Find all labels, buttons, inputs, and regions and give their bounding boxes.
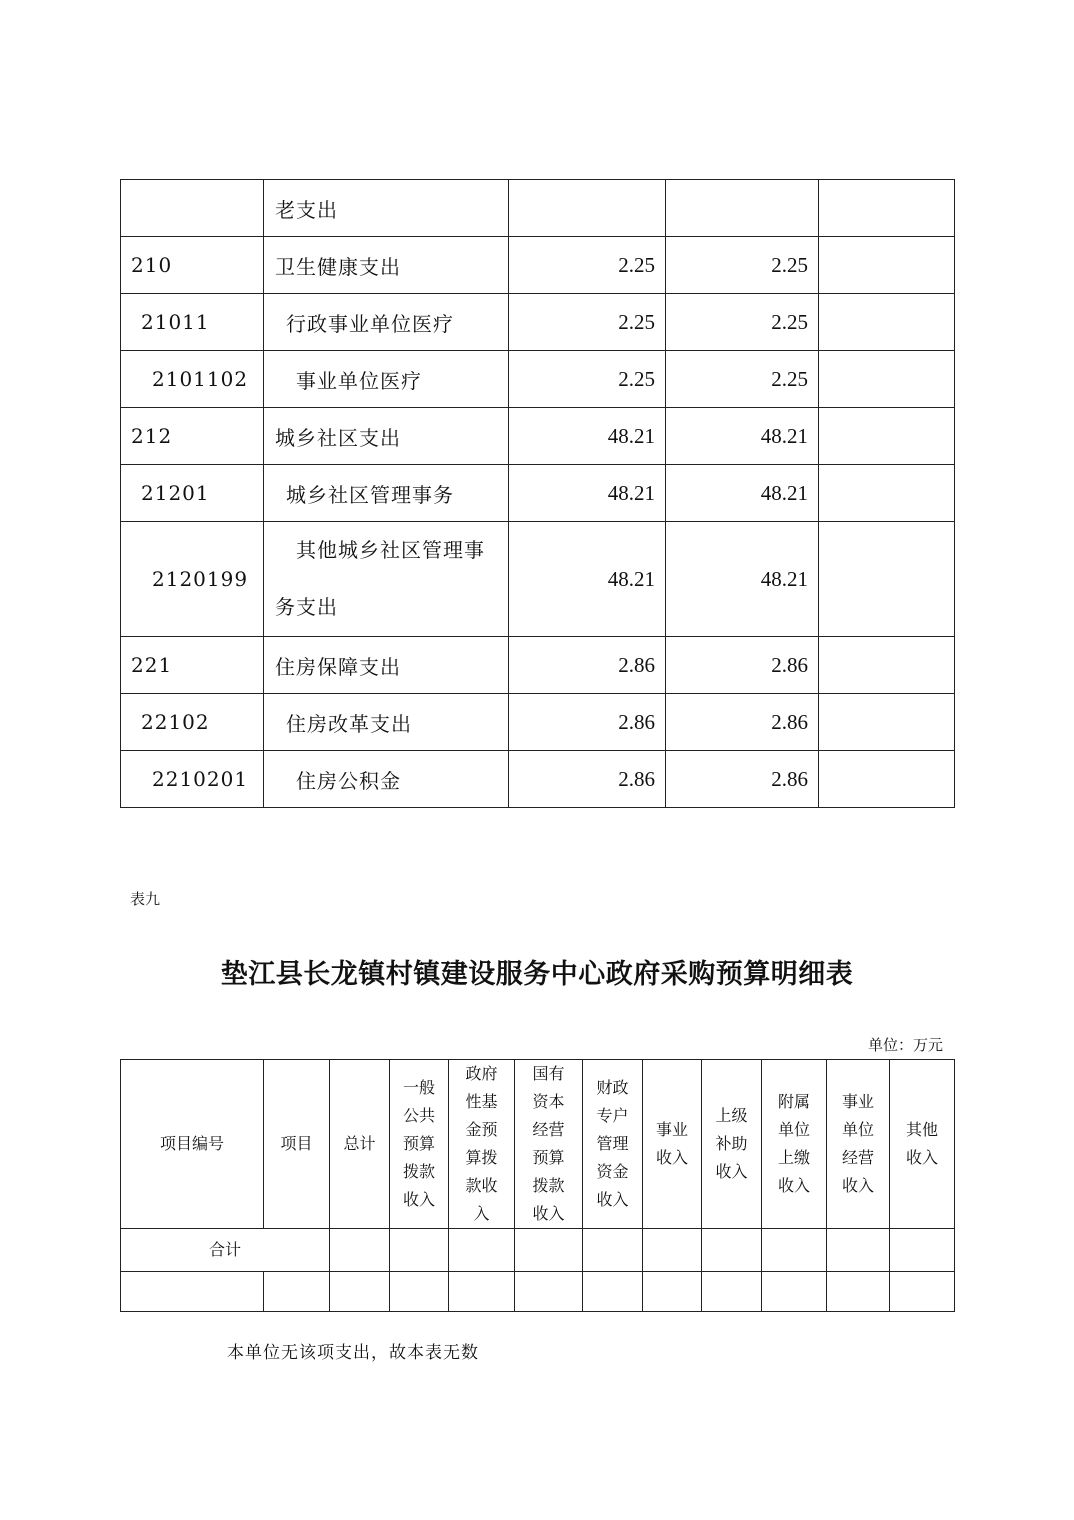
header-project: 项目	[264, 1060, 330, 1229]
table-row	[121, 694, 955, 751]
row-name: 行政事业单位医疗	[264, 294, 509, 351]
table-cell	[890, 1272, 955, 1312]
row-amount-total: 2.86	[509, 637, 666, 694]
table-row	[121, 294, 955, 351]
header-operating-income: 事业 单位 经营 收入	[827, 1060, 890, 1229]
row-amount-total: 2.86	[509, 694, 666, 751]
table-cell	[330, 1272, 390, 1312]
procurement-table	[120, 1059, 955, 1312]
header-total: 总计	[330, 1060, 390, 1229]
table-cell	[449, 1272, 515, 1312]
table-cell	[643, 1229, 702, 1272]
row-amount-total: 2.86	[509, 751, 666, 808]
row-amount-total: 2.25	[509, 351, 666, 408]
table-cell	[583, 1229, 643, 1272]
row-amount-project	[819, 351, 955, 408]
row-amount-basic: 2.25	[666, 351, 819, 408]
table-row	[121, 465, 955, 522]
header-project-code: 项目编号	[121, 1060, 264, 1229]
header-business-income: 事业 收入	[643, 1060, 702, 1229]
row-name: 城乡社区支出	[264, 408, 509, 465]
table-cell	[762, 1229, 827, 1272]
table-cell	[827, 1229, 890, 1272]
table-row	[121, 522, 955, 637]
table-cell	[702, 1229, 762, 1272]
unit-label: 单位：万元	[867, 1036, 943, 1054]
header-general-public-budget: 一般 公共 预算 拨款 收入	[390, 1060, 449, 1229]
table-cell	[390, 1229, 449, 1272]
row-code: 21201	[121, 465, 264, 522]
page-title: 垫江县长龙镇村镇建设服务中心政府采购预算明细表	[220, 959, 854, 990]
row-code: 210	[121, 237, 264, 294]
row-name: 事业单位医疗	[264, 351, 509, 408]
row-amount-basic: 48.21	[666, 408, 819, 465]
header-special-account-funds: 财政 专户 管理 资金 收入	[583, 1060, 643, 1229]
row-amount-basic: 48.21	[666, 522, 819, 637]
header-government-fund-budget: 政府 性基 金预 算拨 款收 入	[449, 1060, 515, 1229]
total-row	[121, 1229, 955, 1272]
no-data-note: 本单位无该项支出，故本表无数	[227, 1343, 479, 1363]
row-amount-total: 2.25	[509, 294, 666, 351]
table-cell	[264, 1272, 330, 1312]
table-row	[121, 637, 955, 694]
header-row	[121, 1060, 955, 1229]
table-cell	[330, 1229, 390, 1272]
row-code: 2101102	[121, 351, 264, 408]
table-cell	[762, 1272, 827, 1312]
table-row	[121, 1272, 955, 1312]
table-cell	[449, 1229, 515, 1272]
table-cell	[390, 1272, 449, 1312]
row-amount-project	[819, 237, 955, 294]
row-amount-basic: 2.25	[666, 237, 819, 294]
row-amount-total: 48.21	[509, 408, 666, 465]
row-amount-total	[509, 180, 666, 237]
table-row	[121, 408, 955, 465]
table-cell	[121, 1272, 264, 1312]
row-name: 城乡社区管理事务	[264, 465, 509, 522]
table-cell	[890, 1229, 955, 1272]
header-superior-subsidy: 上级 补助 收入	[702, 1060, 762, 1229]
row-name-line-2: 务支出	[275, 595, 338, 619]
table-cell	[827, 1272, 890, 1312]
row-name: 老支出	[264, 180, 509, 237]
table-row	[121, 751, 955, 808]
table-cell	[643, 1272, 702, 1312]
header-affiliated-unit-remittance: 附属 单位 上缴 收入	[762, 1060, 827, 1229]
table-cell	[702, 1272, 762, 1312]
table-row	[121, 351, 955, 408]
table-cell	[515, 1229, 583, 1272]
expense-table	[120, 179, 955, 808]
row-amount-project	[819, 180, 955, 237]
row-amount-project	[819, 694, 955, 751]
row-amount-basic: 2.25	[666, 294, 819, 351]
row-amount-total: 48.21	[509, 522, 666, 637]
row-amount-project	[819, 465, 955, 522]
row-amount-basic: 48.21	[666, 465, 819, 522]
row-amount-basic: 2.86	[666, 751, 819, 808]
table-row	[121, 180, 955, 237]
row-amount-project	[819, 522, 955, 637]
row-code: 221	[121, 637, 264, 694]
row-code: 2120199	[121, 522, 264, 637]
row-amount-project	[819, 294, 955, 351]
row-code: 22102	[121, 694, 264, 751]
row-code: 21011	[121, 294, 264, 351]
row-name-line-1: 其他城乡社区管理事	[296, 538, 485, 562]
table-cell	[583, 1272, 643, 1312]
row-amount-project	[819, 408, 955, 465]
row-code: 2210201	[121, 751, 264, 808]
row-amount-basic: 2.86	[666, 694, 819, 751]
row-name: 住房改革支出	[264, 694, 509, 751]
row-amount-total: 48.21	[509, 465, 666, 522]
row-name: 卫生健康支出	[264, 237, 509, 294]
table-row	[121, 237, 955, 294]
row-amount-project	[819, 637, 955, 694]
row-name: 住房公积金	[264, 751, 509, 808]
row-name: 住房保障支出	[264, 637, 509, 694]
header-state-capital-budget: 国有 资本 经营 预算 拨款 收入	[515, 1060, 583, 1229]
header-other-income: 其他 收入	[890, 1060, 955, 1229]
row-name	[264, 522, 509, 637]
row-code	[121, 180, 264, 237]
row-amount-total: 2.25	[509, 237, 666, 294]
table-number-label: 表九	[130, 890, 161, 908]
row-amount-basic: 2.86	[666, 637, 819, 694]
table-cell	[515, 1272, 583, 1312]
total-label: 合计	[121, 1229, 330, 1272]
row-code: 212	[121, 408, 264, 465]
row-amount-basic	[666, 180, 819, 237]
row-amount-project	[819, 751, 955, 808]
